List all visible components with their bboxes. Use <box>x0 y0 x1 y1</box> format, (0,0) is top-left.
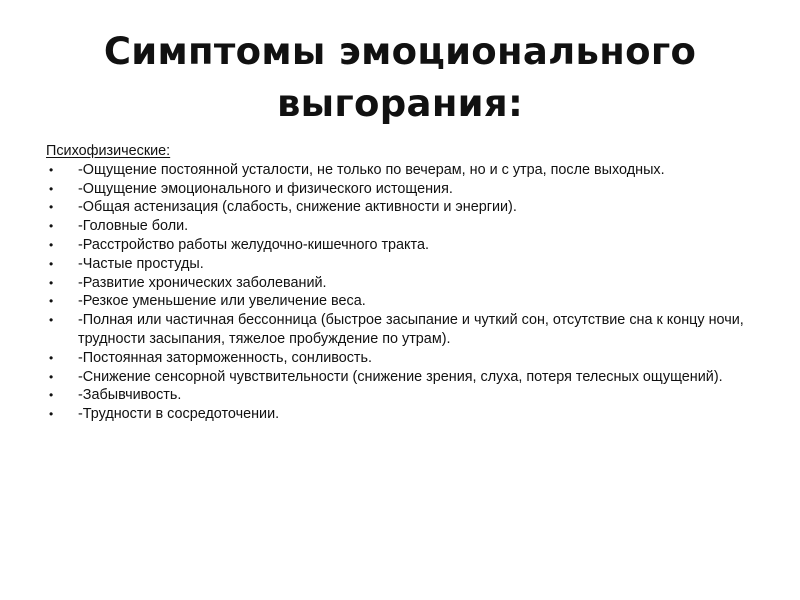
list-item-text: -Постоянная заторможенность, сонливость. <box>78 349 373 366</box>
list-item-text: -Забывчивость. <box>78 387 182 404</box>
bullet-icon: • <box>49 219 54 234</box>
list-item-text: -Полная или частичная бессонница (быстрое засыпание и чуткий сон, отсутствие сна к концу ночи, трудности засыпания, тяжелое пробуждение по утрам). <box>78 312 744 347</box>
list-item <box>46 349 756 368</box>
bullet-icon: • <box>49 181 54 196</box>
list-item <box>46 255 756 274</box>
list-item-text: -Ощущение эмоционального и физического истощения. <box>78 180 453 197</box>
list-item <box>46 180 756 199</box>
list-item <box>46 198 756 217</box>
list-item <box>46 217 756 236</box>
list-item <box>46 236 756 255</box>
list-item-text: -Частые простуды. <box>78 255 204 272</box>
bullet-icon: • <box>49 275 54 290</box>
list-item-text: -Расстройство работы желудочно-кишечного тракта. <box>78 236 429 253</box>
list-item-text: -Общая астенизация (слабость, снижение активности и энергии). <box>78 199 517 216</box>
bullet-icon: • <box>49 407 54 422</box>
bullet-icon: • <box>49 350 54 365</box>
slide-content <box>46 142 756 424</box>
list-item <box>46 368 756 387</box>
bullet-icon: • <box>49 200 54 215</box>
list-item <box>46 311 756 349</box>
slide-title-line-1: Симптомы эмоционального <box>103 30 697 73</box>
list-item-text: -Резкое уменьшение или увеличение веса. <box>78 293 366 310</box>
list-item-text: -Снижение сенсорной чувствительности (снижение зрения, слуха, потеря телесных ощущений). <box>78 368 723 385</box>
bullet-icon: • <box>49 369 54 384</box>
bullet-icon: • <box>49 237 54 252</box>
list-item-text: -Развитие хронических заболеваний. <box>78 274 327 291</box>
list-item-text: -Трудности в сосредоточении. <box>78 406 280 423</box>
list-item-text: -Ощущение постоянной усталости, не только по вечерам, но и с утра, после выходных. <box>78 161 665 178</box>
bullet-icon: • <box>49 388 54 403</box>
list-item <box>46 292 756 311</box>
section-label: Психофизические: <box>46 143 171 159</box>
symptom-list <box>46 161 756 424</box>
bullet-icon: • <box>49 256 54 271</box>
bullet-icon: • <box>49 162 54 177</box>
bullet-icon: • <box>49 294 54 309</box>
slide-title-line-2: выгорания: <box>276 82 524 125</box>
list-item <box>46 274 756 293</box>
list-item <box>46 161 756 180</box>
list-item <box>46 386 756 405</box>
list-item-text: -Головные боли. <box>78 218 189 235</box>
slide-title <box>40 26 760 130</box>
bullet-icon: • <box>49 313 54 328</box>
list-item <box>46 405 756 424</box>
